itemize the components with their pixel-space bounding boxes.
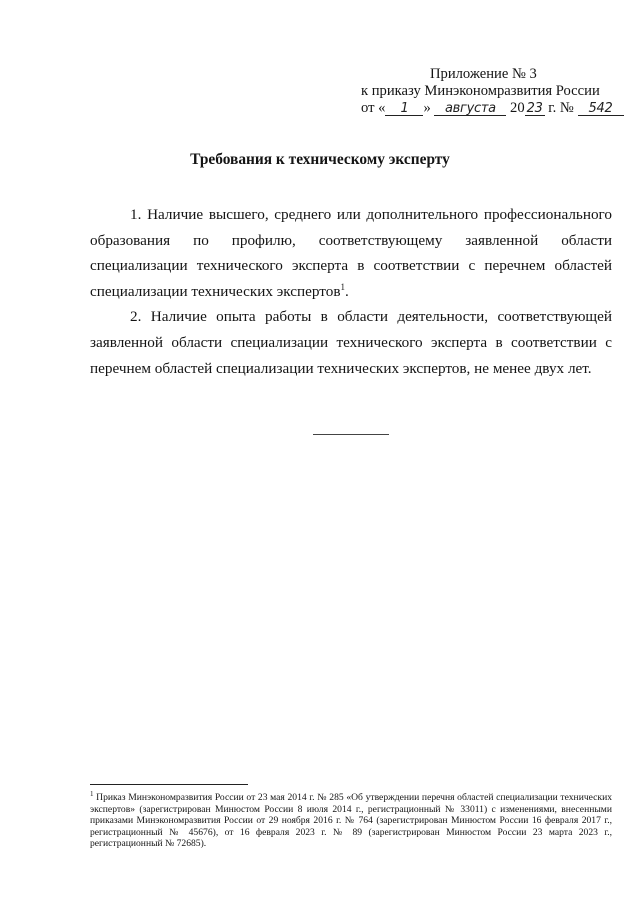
requirement-paragraph-1 xyxy=(90,202,612,304)
requirement-paragraph-2: 2. Наличие опыта работы в области деятельности, соответствующей заявленной области специализации технического эксперта в соответствии с перечнем областей специализации технических экспертов, не менее двух лет. xyxy=(90,308,612,377)
footnote xyxy=(90,789,612,850)
footnote-divider xyxy=(90,784,248,785)
year-prefix: 20 xyxy=(510,100,525,116)
footnote-marker: 1 xyxy=(90,789,94,798)
paragraph-1-text: 1. Наличие высшего, среднего или дополнительного профессионального образования по профилю, соответствующему заявленной области специализации технического эксперта в соответствии с перечнем областей специализации технических экспертов xyxy=(90,206,612,300)
handwritten-order-number: 542 xyxy=(578,102,624,116)
end-separator-line xyxy=(313,434,389,435)
annex-date-line xyxy=(361,100,624,117)
footnote-reference: 1 xyxy=(340,281,346,292)
paragraph-1-end: . xyxy=(345,282,349,300)
document-title: Требования к техническому эксперту xyxy=(190,151,450,168)
number-prefix: г. № xyxy=(548,100,574,116)
date-prefix: от « xyxy=(361,100,386,116)
handwritten-day: 1 xyxy=(385,102,423,116)
document-body xyxy=(90,202,612,381)
annex-order-reference: к приказу Минэкономразвития России xyxy=(361,83,600,99)
footnote-text: Приказ Минэкономразвития России от 23 мая 2014 г. № 285 «Об утверждении перечня областей специализации технических экспертов» (зарегистрирован Минюстом России 8 июля 2014 г., регистрационный № 33011) с изменениями, внесенными приказами Минэкономразвития России от 29 ноября 2016 г. № 764 (зарегистрирован Минюстом России 16 февраля 2017 г., регистрационный № 45676), от 16 февраля 2023 г. № 89 (зарегистрирован Минюстом России 23 марта 2023 г., регистрационный № 72685). xyxy=(90,792,612,849)
annex-number: Приложение № 3 xyxy=(430,66,537,82)
handwritten-year: 23 xyxy=(525,102,545,116)
handwritten-month: августа xyxy=(434,102,506,116)
date-mid: » xyxy=(423,100,431,116)
